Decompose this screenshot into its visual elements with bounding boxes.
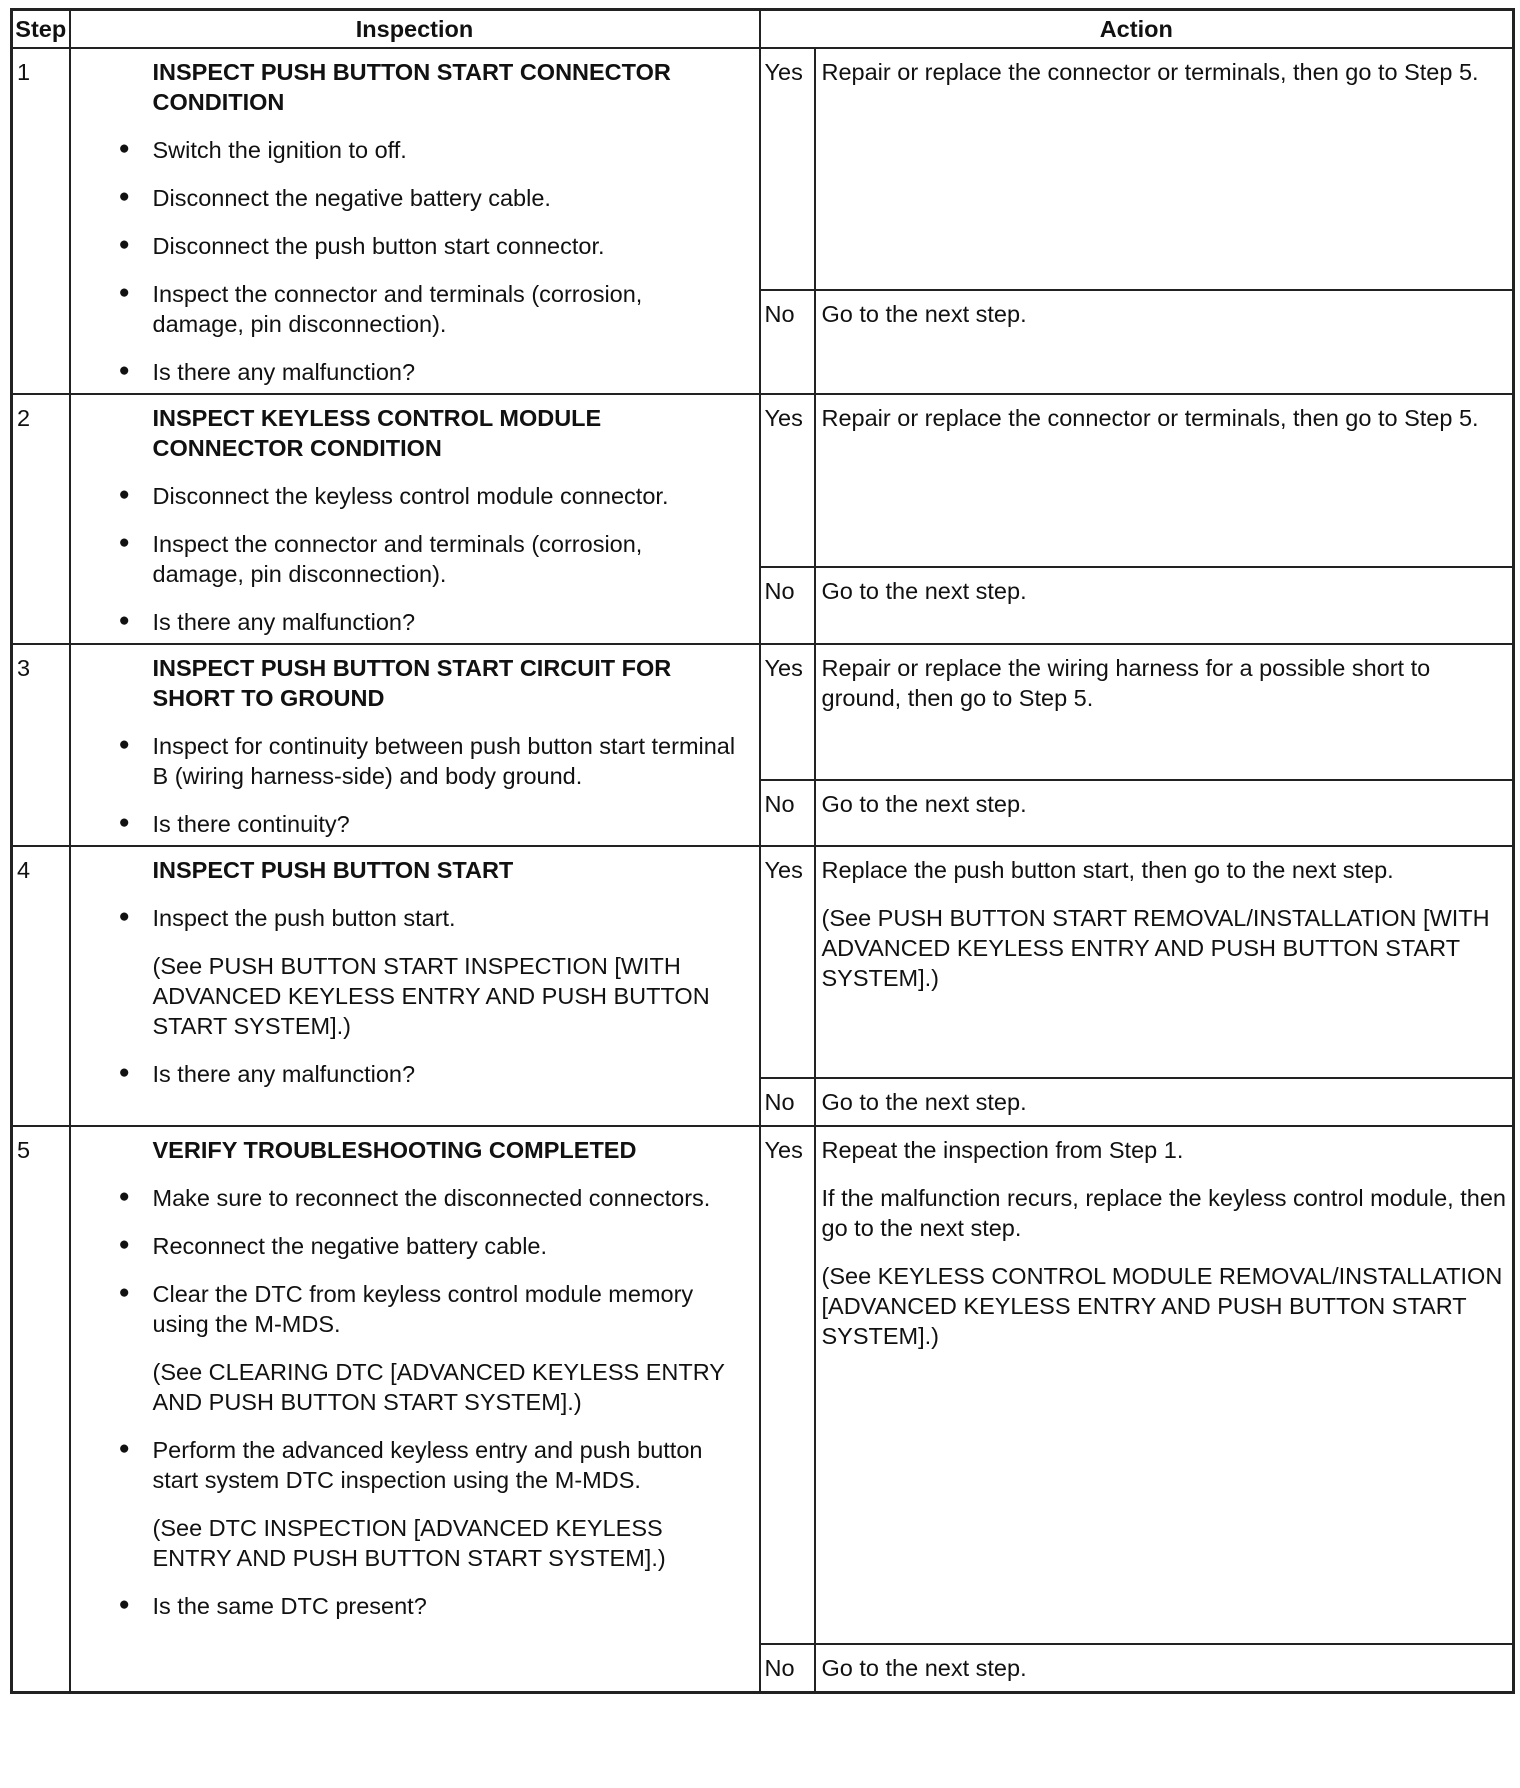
no-action [815, 290, 1514, 394]
no-label: No [760, 290, 815, 394]
inspection-question: ● Is there any malfunction? [153, 357, 739, 387]
no-action [815, 780, 1514, 846]
inspection-reference: (See PUSH BUTTON START INSPECTION [WITH ADVANCED KEYLESS ENTRY AND PUSH BUTTON START SYSTEM].) [152, 953, 710, 1039]
inspection-item: ● Disconnect the keyless control module connector. [153, 481, 739, 511]
inspection-reference: (See CLEARING DTC [ADVANCED KEYLESS ENTRY AND PUSH BUTTON START SYSTEM].) [152, 1359, 725, 1415]
no-action [815, 567, 1514, 644]
yes-label: Yes [760, 394, 815, 567]
step-number: 5 [12, 1126, 70, 1693]
no-label: No [760, 780, 815, 846]
step-title: INSPECT PUSH BUTTON START CONNECTOR CONDITION [152, 59, 671, 115]
no-label: No [760, 567, 815, 644]
header-step: Step [12, 10, 70, 49]
step-2-yes-row [12, 394, 1514, 567]
yes-action [815, 644, 1514, 780]
yes-label: Yes [760, 1126, 815, 1644]
step-inspection [70, 394, 760, 644]
yes-label: Yes [760, 846, 815, 1078]
header-action: Action [760, 10, 1514, 49]
action-text: Repair or replace the connector or terminals, then go to Step 5. [821, 59, 1479, 85]
no-label: No [760, 1078, 815, 1126]
inspection-item: ● Inspect the push button start. [153, 903, 739, 933]
step-number: 1 [12, 48, 70, 394]
inspection-reference: (See DTC INSPECTION [ADVANCED KEYLESS ENTRY AND PUSH BUTTON START SYSTEM].) [152, 1515, 666, 1571]
inspection-question: ● Is there any malfunction? [153, 1059, 739, 1089]
step-title: INSPECT PUSH BUTTON START CIRCUIT FOR SHORT TO GROUND [152, 655, 672, 711]
action-text: Go to the next step. [821, 578, 1027, 604]
header-row [12, 10, 1514, 49]
step-4-yes-row [12, 846, 1514, 1078]
step-title: VERIFY TROUBLESHOOTING COMPLETED [152, 1137, 637, 1163]
troubleshooting-table [10, 8, 1515, 1694]
no-action [815, 1644, 1514, 1693]
inspection-item: ● Clear the DTC from keyless control module memory using the M-MDS. [153, 1279, 739, 1339]
step-inspection [70, 48, 760, 394]
yes-label: Yes [760, 644, 815, 780]
action-text: Replace the push button start, then go to the next step. [821, 857, 1394, 883]
inspection-item: ● Make sure to reconnect the disconnected connectors. [153, 1183, 739, 1213]
step-inspection [70, 1126, 760, 1693]
step-number: 4 [12, 846, 70, 1126]
action-reference: (See PUSH BUTTON START REMOVAL/INSTALLATION [WITH ADVANCED KEYLESS ENTRY AND PUSH BUTTON START SYSTEM].) [821, 905, 1490, 991]
step-title: INSPECT KEYLESS CONTROL MODULE CONNECTOR CONDITION [152, 405, 602, 461]
header-inspection: Inspection [70, 10, 760, 49]
yes-action [815, 48, 1514, 290]
no-label: No [760, 1644, 815, 1693]
action-text: Go to the next step. [821, 791, 1027, 817]
step-number: 3 [12, 644, 70, 846]
action-text: If the malfunction recurs, replace the keyless control module, then go to the next step. [821, 1185, 1506, 1241]
step-5-yes-row [12, 1126, 1514, 1644]
inspection-item: ● Inspect the connector and terminals (corrosion, damage, pin disconnection). [153, 529, 739, 589]
yes-action [815, 846, 1514, 1078]
yes-action [815, 394, 1514, 567]
inspection-question: ● Is there any malfunction? [153, 607, 739, 637]
action-text: Go to the next step. [821, 1655, 1027, 1681]
yes-label: Yes [760, 48, 815, 290]
inspection-question: ● Is the same DTC present? [153, 1591, 739, 1621]
inspection-item: ● Reconnect the negative battery cable. [153, 1231, 739, 1261]
action-text: Go to the next step. [821, 1089, 1027, 1115]
inspection-item: ● Disconnect the negative battery cable. [153, 183, 739, 213]
inspection-item: ● Perform the advanced keyless entry and push button start system DTC inspection using the M-MDS. [153, 1435, 739, 1495]
yes-action [815, 1126, 1514, 1644]
inspection-item: ● Inspect for continuity between push button start terminal B (wiring harness-side) and body ground. [153, 731, 739, 791]
inspection-question: ● Is there continuity? [153, 809, 739, 839]
step-inspection [70, 846, 760, 1126]
step-title: INSPECT PUSH BUTTON START [152, 857, 514, 883]
no-action [815, 1078, 1514, 1126]
action-text: Repair or replace the connector or terminals, then go to Step 5. [821, 405, 1479, 431]
step-1-yes-row [12, 48, 1514, 290]
action-text: Go to the next step. [821, 301, 1027, 327]
action-reference: (See KEYLESS CONTROL MODULE REMOVAL/INSTALLATION [ADVANCED KEYLESS ENTRY AND PUSH BUTTON START SYSTEM].) [821, 1263, 1503, 1349]
action-text: Repeat the inspection from Step 1. [821, 1137, 1184, 1163]
step-inspection [70, 644, 760, 846]
inspection-item: ● Disconnect the push button start connector. [153, 231, 739, 261]
action-text: Repair or replace the wiring harness for a possible short to ground, then go to Step 5. [821, 655, 1431, 711]
step-number: 2 [12, 394, 70, 644]
step-3-yes-row [12, 644, 1514, 780]
troubleshooting-document [10, 8, 1512, 1694]
inspection-item: ● Inspect the connector and terminals (corrosion, damage, pin disconnection). [153, 279, 739, 339]
inspection-item: ● Switch the ignition to off. [153, 135, 739, 165]
